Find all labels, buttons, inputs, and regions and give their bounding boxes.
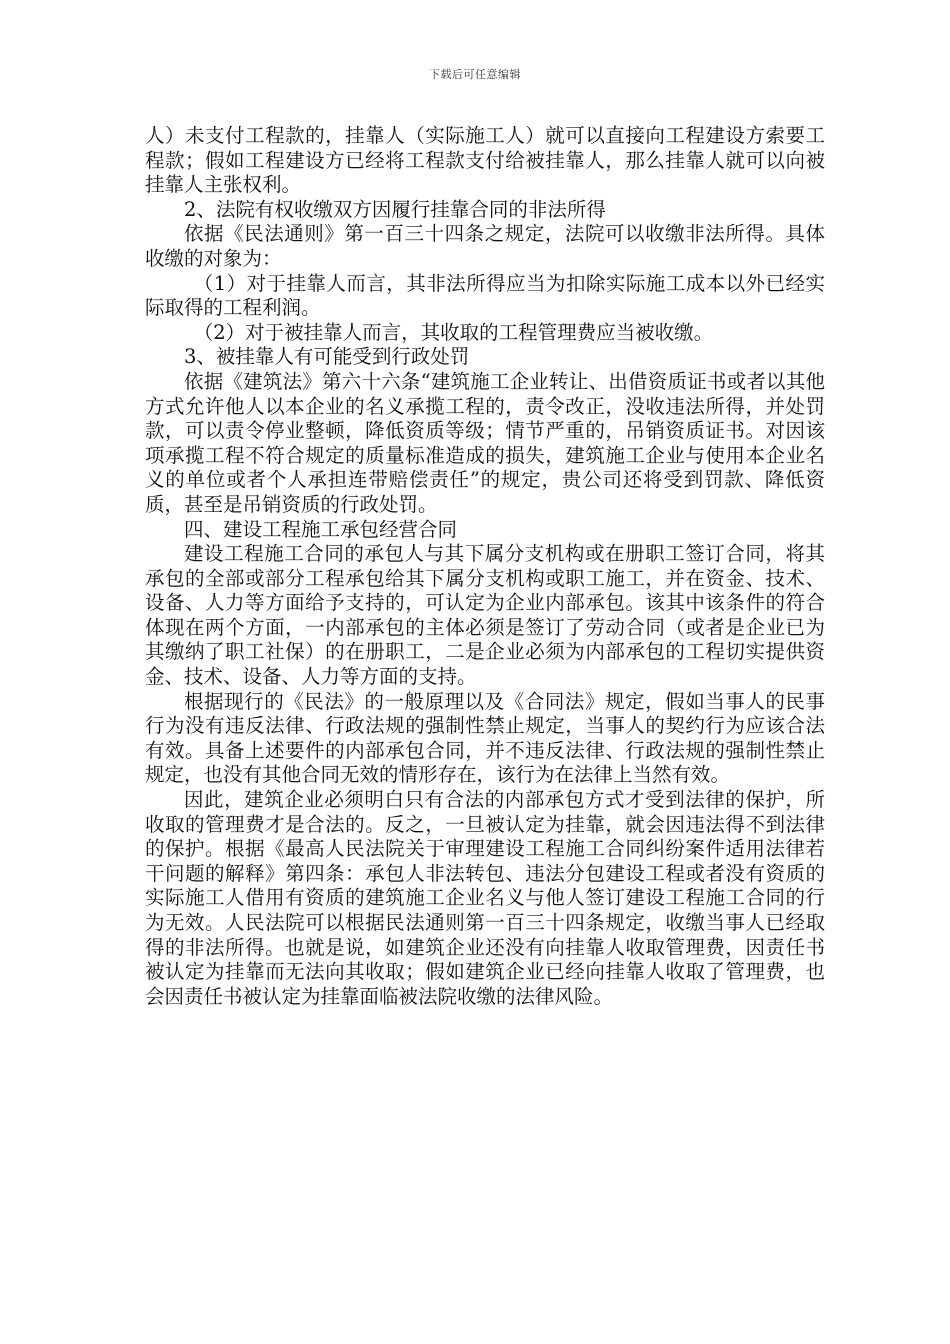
paragraph-9: 建设工程施工合同的承包人与其下属分支机构或在册职工签订合同，将其承包的全部或部分工程承包给其下属分支机构或职工施工，并在资金、技术、设备、人力等方面给予支持的，可认定为企业内部承包。该其中该条件的符合体现在两个方面，一内部承包的主体必须是签订了劳动合同（或者是企业已为其缴纳了职工社保）的在册职工，二是企业必须为内部承包的工程切实提供资金、技术、设备、人力等方面的支持。 xyxy=(145,542,825,689)
document-body xyxy=(145,124,825,1009)
paragraph-11: 因此，建筑企业必须明白只有合法的内部承包方式才受到法律的保护，所收取的管理费才是合法的。反之，一旦被认定为挂靠，就会因违法得不到法律的保护。根据《最高人民法院关于审理建设工程施工合同纠纷案件适用法律若干问题的解释》第四条：承包人非法转包、违法分包建设工程或者没有资质的实际施工人借用有资质的建筑施工企业名义与他人签订建设工程施工合同的行为无效。人民法院可以根据民法通则第一百三十四条规定，收缴当事人已经取得的非法所得。也就是说，如建筑企业还没有向挂靠人收取管理费，因责任书被认定为挂靠而无法向其收取；假如建筑企业已经向挂靠人收取了管理费，也会因责任书被认定为挂靠面临被法院收缴的法律风险。 xyxy=(145,788,825,1008)
paragraph-1: 人）未支付工程款的，挂靠人（实际施工人）就可以直接向工程建设方索要工程款；假如工程建设方已经将工程款支付给被挂靠人，那么挂靠人就可以向被挂靠人主张权利。 xyxy=(145,124,825,197)
paragraph-10: 根据现行的《民法》的一般原理以及《合同法》规定，假如当事人的民事行为没有违反法律、行政法规的强制性禁止规定，当事人的契约行为应该合法有效。具备上述要件的内部承包合同，并不违反法律、行政法规的强制性禁止规定，也没有其他合同无效的情形存在，该行为在法律上当然有效。 xyxy=(145,689,825,787)
section-heading-3: 3、被挂靠人有可能受到行政处罚 xyxy=(184,345,470,369)
paragraph-3: 依据《民法通则》第一百三十四条之规定，法院可以收缴非法所得。具体收缴的对象为： xyxy=(145,222,825,270)
paragraph-7: 依据《建筑法》第六十六条“建筑施工企业转让、出借资质证书或者以其他方式允许他人以本企业的名义承揽工程的，责令改正，没收违法所得，并处罚款，可以责令停业整顿，降低资质等级；情节严重的，吊销资质证书。对因该项承揽工程不符合规定的质量标准造成的损失，建筑施工企业与使用本企业名义的单位或者个人承担连带赔偿责任”的规定，贵公司还将受到罚款、降低资质，甚至是吊销资质的行政处罚。 xyxy=(145,369,825,516)
list-item-2: （2）对于被挂靠人而言，其收取的工程管理费应当被收缴。 xyxy=(193,320,714,344)
page-header: 下载后可任意编辑 xyxy=(429,68,521,81)
section-heading-4: 四、建设工程施工承包经营合同 xyxy=(184,517,458,541)
list-item-1: （1）对于挂靠人而言，其非法所得应当为扣除实际施工成本以外已经实际取得的工程利润。 xyxy=(145,271,825,320)
section-heading-2: 2、法院有权收缴双方因履行挂靠合同的非法所得 xyxy=(184,197,606,221)
